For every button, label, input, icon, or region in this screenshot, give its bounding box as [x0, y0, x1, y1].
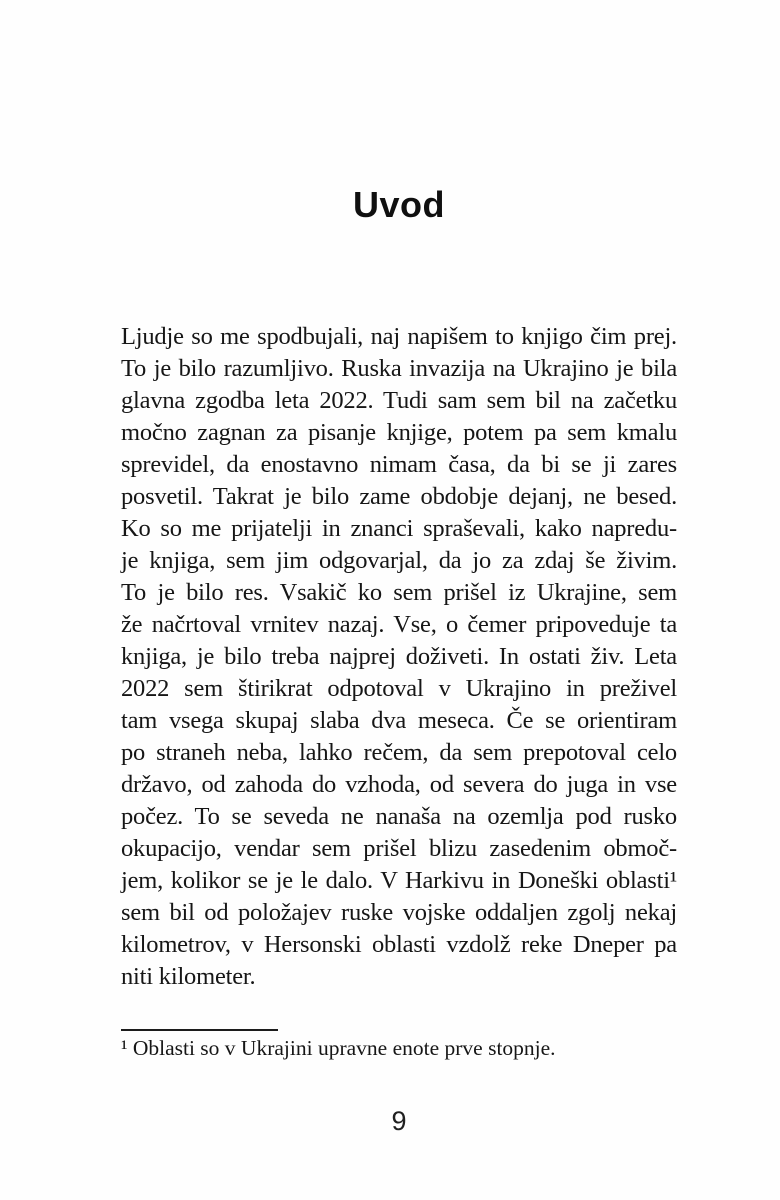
footnote-text: ¹ Oblasti so v Ukrajini upravne enote prve stopnje. [121, 1036, 556, 1060]
page-number: 9 [391, 1106, 407, 1136]
body-line: glavna zgodba leta 2022. Tudi sam sem bil na začetku [121, 387, 677, 414]
body-line: močno zagnan za pisanje knjige, potem pa sem kmalu [121, 419, 677, 446]
body-line: je knjiga, sem jim odgovarjal, da jo za zdaj še živim. [121, 547, 677, 574]
body-line: To je bilo res. Vsakič ko sem prišel iz Ukrajine, sem [121, 579, 677, 606]
body-line: posvetil. Takrat je bilo zame obdobje dejanj, ne besed. [121, 483, 677, 510]
body-line: 2022 sem štirikrat odpotoval v Ukrajino in preživel [121, 675, 677, 702]
body-line: sprevidel, da enostavno nimam časa, da bi se ji zares [121, 451, 677, 478]
body-line: počez. To se seveda ne nanaša na ozemlja pod rusko [121, 803, 677, 830]
body-line: Ljudje so me spodbujali, naj napišem to knjigo čim prej. [121, 323, 677, 350]
body-line: že načrtoval vrnitev nazaj. Vse, o čemer pripoveduje ta [121, 611, 677, 638]
body-line: niti kilometer. [121, 963, 256, 990]
chapter-title: Uvod [353, 184, 445, 225]
body-line: knjiga, je bilo treba najprej doživeti. In ostati živ. Leta [121, 643, 677, 670]
body-line: jem, kolikor se je le dalo. V Harkivu in Doneški oblasti¹ [121, 867, 677, 894]
body-line: kilometrov, v Hersonski oblasti vzdolž reke Dneper pa [121, 931, 677, 958]
body-line: tam vsega skupaj slaba dva meseca. Če se orientiram [121, 707, 677, 734]
body-line: okupacijo, vendar sem prišel blizu zasedenim območ- [121, 835, 677, 862]
body-line: To je bilo razumljivo. Ruska invazija na Ukrajino je bila [121, 355, 677, 382]
body-line: Ko so me prijatelji in znanci spraševali, kako napredu- [121, 515, 677, 542]
body-line: po straneh neba, lahko rečem, da sem prepotoval celo [121, 739, 677, 766]
body-line: sem bil od položajev ruske vojske oddaljen zgolj nekaj [121, 899, 677, 926]
footnote-divider [121, 1029, 278, 1031]
body-line: državo, od zahoda do vzhoda, od severa do juga in vse [121, 771, 677, 798]
body-paragraph [121, 321, 677, 993]
